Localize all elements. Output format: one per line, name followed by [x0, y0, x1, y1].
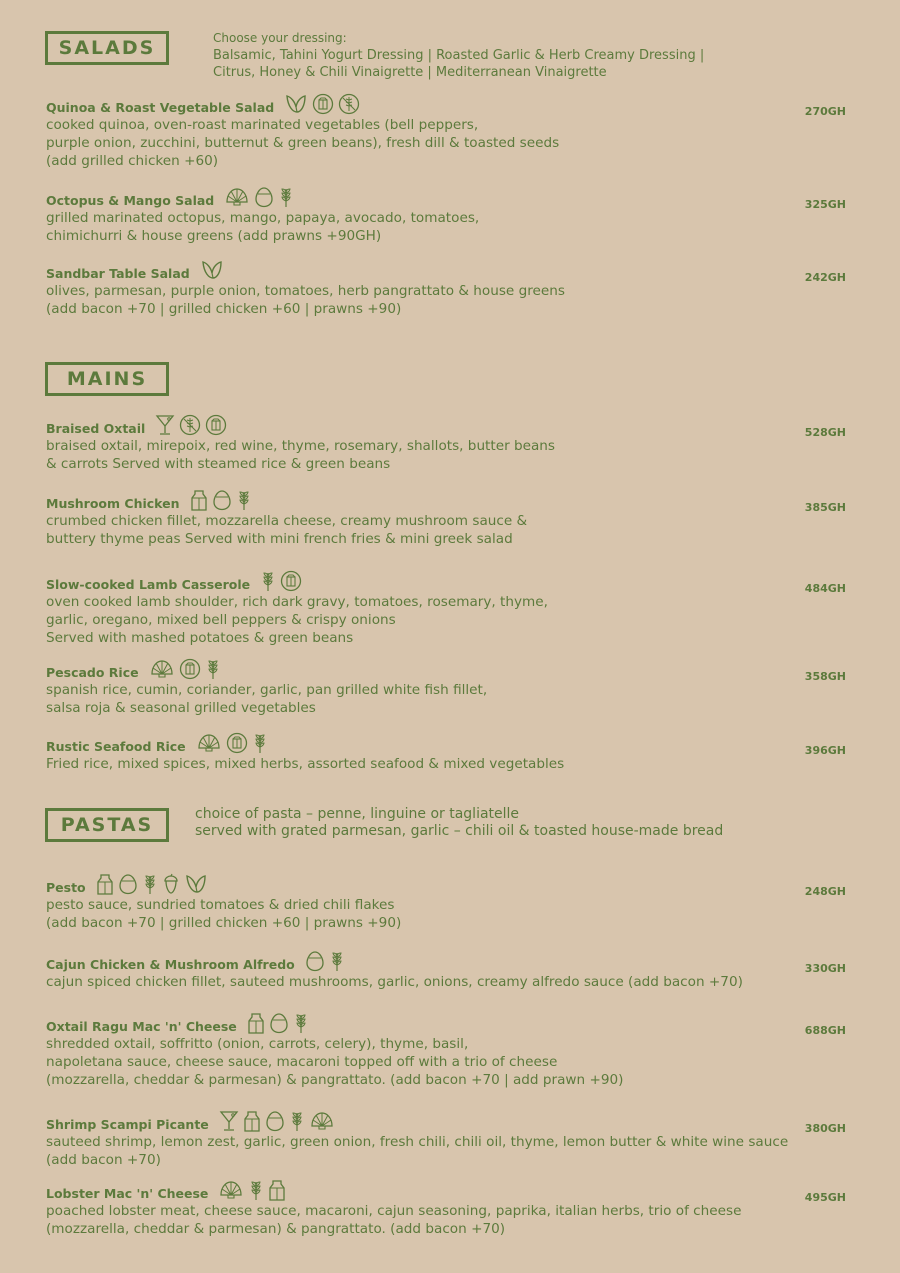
- egg-icon: [265, 1110, 285, 1132]
- dietary-icons: [247, 1012, 309, 1034]
- section-salads-title: SALADS: [45, 31, 169, 65]
- dietary-icons: [260, 570, 302, 592]
- gluten-free-icon: [280, 570, 302, 592]
- menu-item: [46, 568, 846, 647]
- item-description: poached lobster meat, cheese sauce, macaroni, cajun seasoning, paprika, italian herbs, trio of cheese (mozzarella, cheddar & parmesan) & pangrattato. (add bacon +70): [46, 1203, 742, 1237]
- item-header: [46, 91, 846, 115]
- dietary-icons: [305, 950, 345, 972]
- item-header: [46, 656, 846, 680]
- item-header: [46, 1010, 846, 1034]
- item-name: Cajun Chicken & Mushroom Alfredo: [46, 957, 295, 972]
- item-price: 495GH: [804, 1191, 846, 1204]
- shellfish-icon: [224, 186, 250, 208]
- shellfish-icon: [218, 1179, 244, 1201]
- egg-icon: [305, 950, 325, 972]
- item-header: [46, 487, 846, 511]
- menu-item: [46, 948, 846, 991]
- wheat-icon: [260, 570, 276, 592]
- item-price: 242GH: [804, 271, 846, 284]
- wheat-icon: [289, 1110, 305, 1132]
- vegan-leaf-icon: [200, 259, 224, 281]
- dietary-icons: [219, 1110, 335, 1132]
- gluten-free-icon: [179, 658, 201, 680]
- item-header: [46, 1177, 846, 1201]
- menu-item: [46, 730, 846, 773]
- shellfish-icon: [196, 732, 222, 754]
- pasta-note: choice of pasta – penne, linguine or tagliatelle served with grated parmesan, garlic – chili oil & toasted house-made bread: [195, 806, 724, 839]
- item-price: 484GH: [804, 582, 846, 595]
- menu-item: [46, 1010, 846, 1089]
- wheat-icon: [248, 1179, 264, 1201]
- item-header: [46, 184, 846, 208]
- item-description: olives, parmesan, purple onion, tomatoes, herb pangrattato & house greens (add bacon +70 | grilled chicken +60 | prawns +90): [46, 283, 565, 317]
- dressing-note-lead: Choose your dressing:: [213, 31, 347, 45]
- wheat-icon: [252, 732, 268, 754]
- dietary-icons: [190, 489, 252, 511]
- item-price: 385GH: [804, 501, 846, 514]
- dietary-icons: [196, 732, 268, 754]
- item-price: 325GH: [804, 198, 846, 211]
- wheat-icon: [205, 658, 221, 680]
- item-header: [46, 871, 846, 895]
- dressing-options: Balsamic, Tahini Yogurt Dressing | Roasted Garlic & Herb Creamy Dressing | Citrus, Honey & Chili Vinaigrette | Mediterranean Vinaigrette: [213, 48, 705, 80]
- item-description: grilled marinated octopus, mango, papaya, avocado, tomatoes, chimichurri & house greens (add prawns +90GH): [46, 210, 480, 244]
- item-description: sauteed shrimp, lemon zest, garlic, green onion, fresh chili, chili oil, thyme, lemon butter & white wine sauce (add bacon +70): [46, 1134, 789, 1168]
- dairy-milk-icon: [268, 1179, 286, 1201]
- item-description: spanish rice, cumin, coriander, garlic, pan grilled white fish fillet, salsa roja & seasonal grilled vegetables: [46, 682, 488, 716]
- dietary-icons: [284, 93, 360, 115]
- wheat-icon: [236, 489, 252, 511]
- dietary-icons: [224, 186, 294, 208]
- item-description: oven cooked lamb shoulder, rich dark gravy, tomatoes, rosemary, thyme, garlic, oregano, mixed bell peppers & crispy onions Served with mashed potatoes & green beans: [46, 594, 548, 646]
- item-price: 330GH: [804, 962, 846, 975]
- menu-item: [46, 1177, 846, 1238]
- menu-item: [46, 412, 846, 473]
- shellfish-icon: [309, 1110, 335, 1132]
- item-name: Lobster Mac 'n' Cheese: [46, 1186, 209, 1201]
- item-price: 358GH: [804, 670, 846, 683]
- item-name: Sandbar Table Salad: [46, 266, 190, 281]
- dairy-milk-icon: [190, 489, 208, 511]
- item-name: Pesto: [46, 880, 86, 895]
- wheat-icon: [329, 950, 345, 972]
- item-name: Slow-cooked Lamb Casserole: [46, 577, 251, 592]
- menu-item: [46, 656, 846, 717]
- item-header: [46, 257, 846, 281]
- item-name: Pescado Rice: [46, 665, 139, 680]
- dietary-icons: [200, 259, 224, 281]
- alcohol-glass-icon: [219, 1110, 239, 1132]
- alcohol-glass-icon: [155, 414, 175, 436]
- dietary-icons: [96, 873, 208, 895]
- nut-free-icon: [338, 93, 360, 115]
- item-price: 248GH: [804, 885, 846, 898]
- section-pastas-title: PASTAS: [45, 808, 169, 842]
- menu-item: [46, 257, 846, 318]
- egg-icon: [212, 489, 232, 511]
- dressing-note: [213, 30, 704, 81]
- gluten-free-icon: [226, 732, 248, 754]
- item-name: Shrimp Scampi Picante: [46, 1117, 209, 1132]
- wheat-icon: [278, 186, 294, 208]
- item-header: [46, 948, 846, 972]
- item-name: Quinoa & Roast Vegetable Salad: [46, 100, 275, 115]
- egg-icon: [118, 873, 138, 895]
- dairy-milk-icon: [247, 1012, 265, 1034]
- item-name: Rustic Seafood Rice: [46, 739, 186, 754]
- menu-item: [46, 1108, 846, 1169]
- item-header: [46, 568, 846, 592]
- item-description: Fried rice, mixed spices, mixed herbs, assorted seafood & mixed vegetables: [46, 756, 565, 772]
- shellfish-icon: [149, 658, 175, 680]
- item-price: 380GH: [804, 1122, 846, 1135]
- egg-icon: [269, 1012, 289, 1034]
- dietary-icons: [155, 414, 227, 436]
- item-name: Braised Oxtail: [46, 421, 146, 436]
- vegan-leaf-icon: [184, 873, 208, 895]
- item-description: cajun spiced chicken fillet, sauteed mushrooms, garlic, onions, creamy alfredo sauce (add bacon +70): [46, 974, 743, 990]
- menu-item: [46, 91, 846, 170]
- item-header: [46, 412, 846, 436]
- item-price: 688GH: [804, 1024, 846, 1037]
- section-mains-title: MAINS: [45, 362, 169, 396]
- item-description: pesto sauce, sundried tomatoes & dried chili flakes (add bacon +70 | grilled chicken +60 | prawns +90): [46, 897, 402, 931]
- dietary-icons: [218, 1179, 286, 1201]
- gluten-free-icon: [205, 414, 227, 436]
- nut-free-icon: [179, 414, 201, 436]
- item-description: cooked quinoa, oven-roast marinated vegetables (bell peppers, purple onion, zucchini, butternut & green beans), fresh dill & toasted seeds (add grilled chicken +60): [46, 117, 560, 169]
- dietary-icons: [149, 658, 221, 680]
- dairy-milk-icon: [96, 873, 114, 895]
- wheat-icon: [293, 1012, 309, 1034]
- item-name: Mushroom Chicken: [46, 496, 180, 511]
- egg-icon: [254, 186, 274, 208]
- item-price: 528GH: [804, 426, 846, 439]
- menu-item: [46, 184, 846, 245]
- item-description: crumbed chicken fillet, mozzarella cheese, creamy mushroom sauce & buttery thyme peas Served with mini french fries & mini greek salad: [46, 513, 528, 547]
- item-description: shredded oxtail, soffritto (onion, carrots, celery), thyme, basil, napoletana sauce, cheese sauce, macaroni topped off with a trio of cheese (mozzarella, cheddar & parmesan) & pangrattato. (add bacon +70 | add prawn +90): [46, 1036, 624, 1088]
- menu-item: [46, 487, 846, 548]
- item-name: Oxtail Ragu Mac 'n' Cheese: [46, 1019, 237, 1034]
- item-header: [46, 1108, 846, 1132]
- item-price: 270GH: [804, 105, 846, 118]
- wheat-icon: [142, 873, 158, 895]
- vegan-leaf-icon: [284, 93, 308, 115]
- dairy-milk-icon: [243, 1110, 261, 1132]
- item-name: Octopus & Mango Salad: [46, 193, 215, 208]
- item-price: 396GH: [804, 744, 846, 757]
- gluten-free-icon: [312, 93, 334, 115]
- menu-item: [46, 871, 846, 932]
- item-header: [46, 730, 846, 754]
- nut-icon: [162, 873, 180, 895]
- item-description: braised oxtail, mirepoix, red wine, thyme, rosemary, shallots, butter beans & carrots Served with steamed rice & green beans: [46, 438, 556, 472]
